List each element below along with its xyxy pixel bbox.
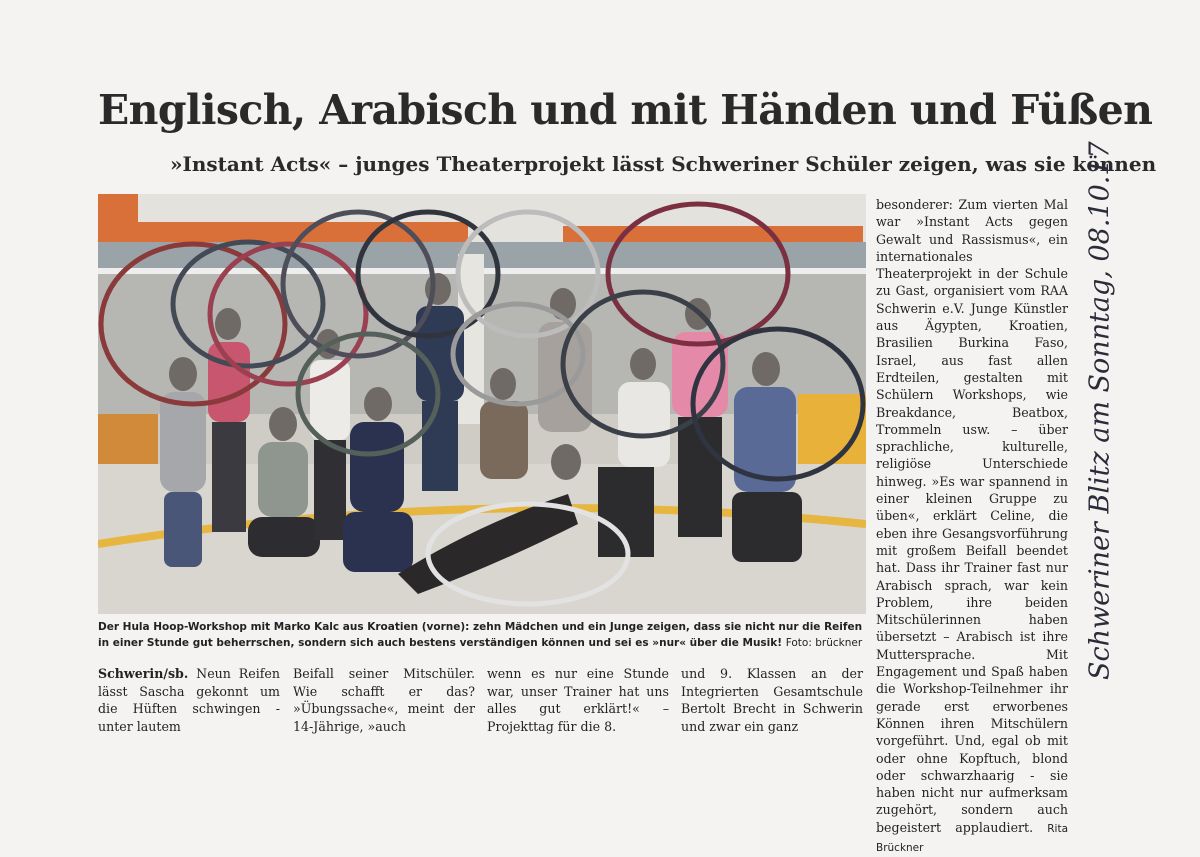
column-text: und 9. Klassen an der Integrierten Gesamtschule Bertolt Brecht in Schwerin und zwar ein ganz (681, 666, 863, 734)
body-column-4 (681, 665, 863, 735)
body-column-3 (487, 665, 669, 735)
column-text: wenn es nur eine Stunde war, unser Trainer hat uns alles gut erklärt!« – Projekttag für die 8. (487, 666, 669, 734)
photo-credit: Foto: brückner (785, 637, 863, 649)
caption-text: Der Hula Hoop-Workshop mit Marko Kalc aus Kroatien (vorne): zehn Mädchen und ein Junge zeigen, dass sie nicht nur die Reifen in einer Stunde gut beherrschen, sondern sich auch bestens verständigen können und sei es »nur« über die Musik! (98, 621, 863, 649)
column-text: Beifall seiner Mitschüler. Wie schafft er das? »Übungssache«, meint der 14-Jährige, »auch (293, 666, 475, 734)
article-photo (98, 194, 866, 614)
article-subheadline: »Instant Acts« – junges Theaterprojekt lässt Schweriner Schüler zeigen, was sie können (170, 152, 1157, 176)
dateline: Schwerin/sb. (98, 666, 189, 681)
body-column-2 (293, 665, 475, 735)
article-headline: Englisch, Arabisch und mit Händen und Füßen (98, 86, 1153, 134)
photo-caption (98, 619, 868, 651)
author-byline: Rita Brückner (876, 822, 1068, 854)
hula-hoop-group-photo (98, 194, 866, 614)
body-column-1 (98, 665, 280, 735)
side-column-text: besonderer: Zum vierten Mal war »Instant Acts gegen Gewalt und Rassismus«, ein internationales Theaterprojekt in der Schule zu Gast, organisiert vom RAA Schwerin e.V. Junge Künstler aus Ägypten, Kroatien, Brasilien Burkina Faso, Israel, aus fast allen Erdteilen, gestalten mit Schülern Workshops, wie Breakdance, Beatbox, Trommeln usw. – über sprachliche, kulturelle, religiöse Unterschiede hinweg. »Es war spannend in einer kleinen Gruppe zu üben«, erklärt Celine, die eben ihre Gesangsvorführung mit großem Beifall beendet hat. Dass ihr Trainer fast nur Arabisch sprach, war kein Problem, ihre beiden Mitschülerinnen haben übersetzt – Arabisch ist ihre Muttersprache. Mit Engagement und Spaß haben die Workshop-Teilnehmer ihr gerade erst erworbenes Können ihren Mitschülern vorgeführt. Und, egal ob mit oder ohne Kopftuch, blond oder schwarzhaarig - sie haben nicht nur aufmerksam zugehört, sondern auch begeistert applaudiert. (876, 197, 1068, 835)
side-column (876, 196, 1068, 857)
handwritten-source-note: Schweriner Blitz am Sonntag, 08.10.17 (1084, 141, 1116, 680)
column-text: Neun Reifen lässt Sascha gekonnt um die Hüften schwingen - unter lautem (98, 666, 280, 734)
